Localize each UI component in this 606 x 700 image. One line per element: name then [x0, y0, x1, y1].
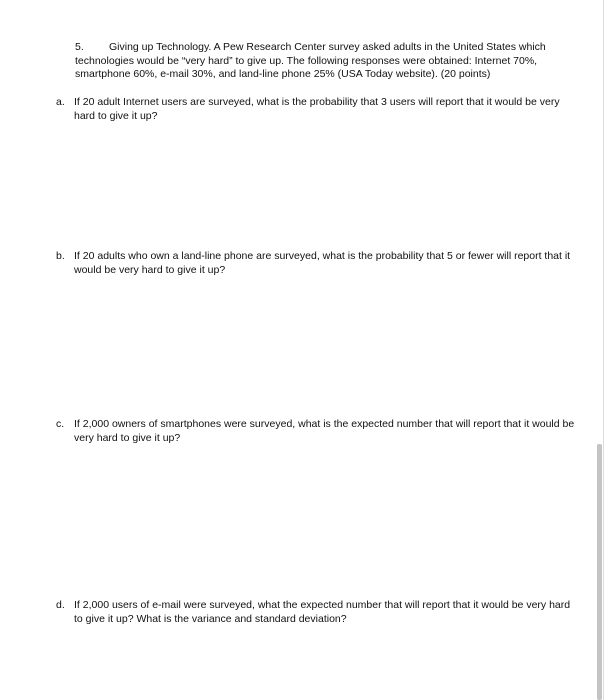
question-letter: d.	[56, 599, 65, 611]
question-a	[56, 96, 576, 123]
problem-statement	[75, 41, 575, 82]
question-letter: a.	[56, 96, 65, 108]
problem-number: 5.	[75, 41, 84, 53]
question-letter: c.	[56, 418, 65, 430]
question-b	[56, 250, 576, 277]
question-d	[56, 599, 576, 626]
problem-text: Giving up Technology. A Pew Research Center survey asked adults in the United States which technologies would be “very hard” to give up. The following responses were obtained: Internet 70%, smartphone 60%, e-mail 30%, and land-line phone 25% (USA Today website). (20 points)	[75, 41, 546, 80]
question-text: If 2,000 users of e-mail were surveyed, what the expected number that will report that it would be very hard to give it up? What is the variance and standard deviation?	[74, 599, 571, 625]
page-edge	[603, 0, 604, 700]
question-text: If 2,000 owners of smartphones were surveyed, what is the expected number that will report that it would be very hard to give it up?	[74, 418, 575, 444]
question-text: If 20 adults who own a land-line phone are surveyed, what is the probability that 5 or fewer will report that it would be very hard to give it up?	[74, 250, 571, 276]
question-letter: b.	[56, 250, 65, 262]
question-c	[56, 418, 576, 445]
question-text: If 20 adult Internet users are surveyed, what is the probability that 3 users will report that it would be very hard to give it up?	[74, 96, 560, 122]
scrollbar-thumb[interactable]	[597, 444, 602, 700]
